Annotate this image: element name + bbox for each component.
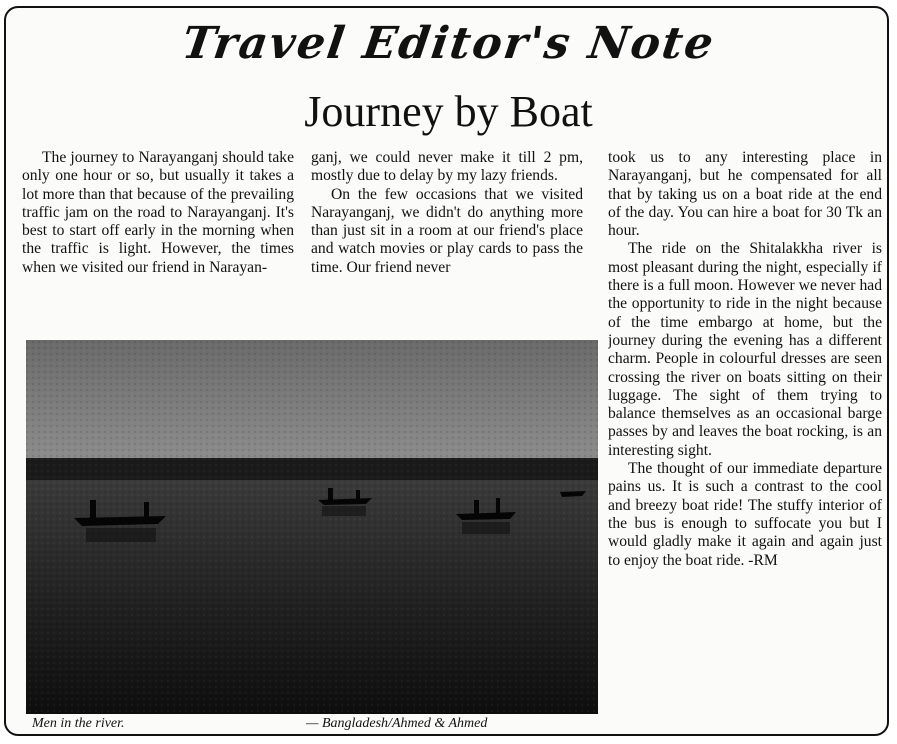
article-frame bbox=[4, 6, 889, 736]
paragraph: The thought of our immediate departure pains us. It is such a contrast to the cool and breezy boat ride! The stuffy interior of the bus is enough to suffocate you but I would gladly make it again and again just to enjoy the boat ride. -RM bbox=[608, 460, 882, 569]
article-column-1 bbox=[22, 149, 294, 337]
paragraph: The ride on the Shitalakkha river is most pleasant during the night, especially if there is a full moon. However we never had the opportunity to ride in the night because of the time embargo at home, but the journey during the evening has a different charm. People in colourful dresses are seen crossing the river on boats sitting on their luggage. The sight of them trying to balance themselves as an occasional barge passes by and leaves the boat rocking, is an interesting sight. bbox=[608, 240, 882, 459]
headline: Journey by Boat bbox=[304, 87, 593, 136]
paragraph: On the few occasions that we visited Narayanganj, we didn't do anything more than just sit in a room at our friend's place and watch movies or play cards to pass the time. Our friend never bbox=[311, 185, 583, 276]
paragraph: ganj, we could never make it till 2 pm, mostly due to delay by my lazy friends. bbox=[311, 149, 583, 185]
river-photo bbox=[26, 340, 598, 714]
paragraph: took us to any interesting place in Narayanganj, but he compensated for all that by taking us on a boat ride at the end of the day. You can hire a boat for 30 Tk an hour. bbox=[608, 149, 882, 240]
paragraph: The journey to Narayanganj should take only one hour or so, but usually it takes a lot more than that because of the prevailing traffic jam on the road to Narayanganj. It's best to start off early in the morning when the traffic is light. However, the times when we visited our friend in Narayan- bbox=[22, 149, 294, 276]
article-column-3 bbox=[608, 149, 882, 729]
kicker-title: Travel Editor's Note bbox=[178, 18, 719, 69]
photo-caption: Men in the river. bbox=[32, 716, 125, 731]
photo-credit: — Bangladesh/Ahmed & Ahmed bbox=[306, 716, 488, 731]
article-column-2 bbox=[311, 149, 583, 337]
